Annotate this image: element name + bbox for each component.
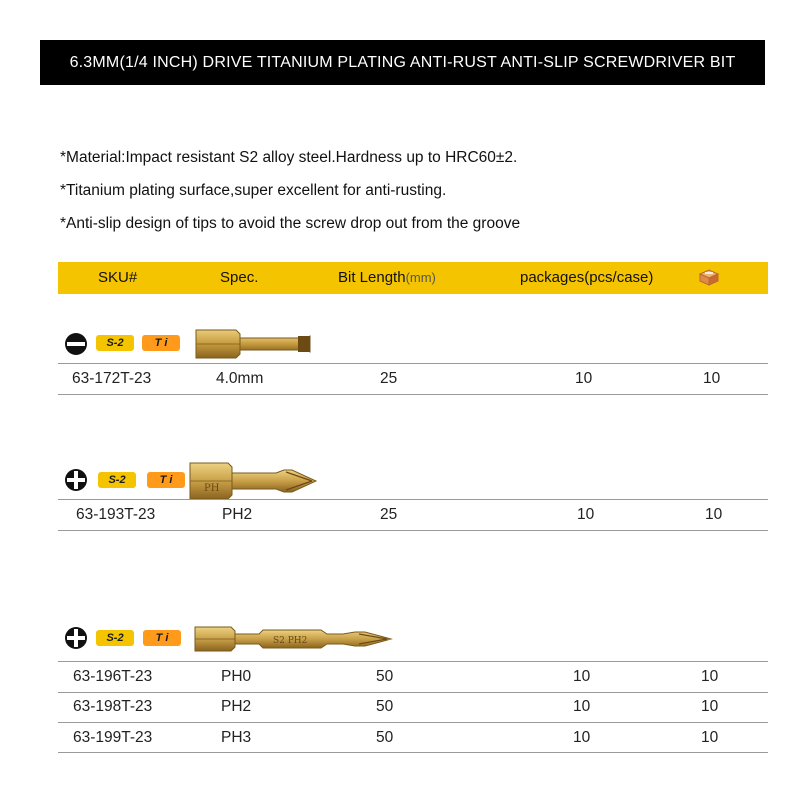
slotted-bit-image — [194, 326, 312, 362]
header-spec: Spec. — [220, 269, 259, 286]
cell-sku: 63-196T-23 — [73, 668, 153, 685]
cell-sku: 63-199T-23 — [73, 729, 153, 746]
cell-sku: 63-198T-23 — [73, 698, 153, 715]
cell-length: 25 — [380, 506, 398, 523]
row-rule — [58, 530, 768, 531]
cell-length: 25 — [380, 370, 398, 387]
row-rule — [58, 499, 768, 500]
cell-spec: PH2 — [222, 506, 253, 523]
cell-sku: 63-193T-23 — [76, 506, 156, 523]
bit-mark-ph: PH — [204, 483, 220, 494]
bit-mark-s2-ph2: S2 PH2 — [273, 636, 308, 646]
phillips-tip-icon — [64, 626, 88, 650]
header-packages: packages(pcs/case) — [520, 269, 654, 286]
cell-length: 50 — [376, 668, 394, 685]
cell-sku: 63-172T-23 — [72, 370, 152, 387]
header-bit-length-unit: (mm) — [405, 270, 436, 285]
cell-spec: PH3 — [221, 729, 252, 746]
cell-case: 10 — [701, 668, 719, 685]
row-rule — [58, 722, 768, 723]
cell-case: 10 — [703, 370, 721, 387]
long-phillips-bit-image — [193, 624, 393, 654]
header-bit-length-label: Bit Length — [338, 269, 406, 286]
cell-packages: 10 — [573, 698, 591, 715]
feature-anti-slip: *Anti-slip design of tips to avoid the screw drop out from the groove — [60, 215, 521, 232]
cell-packages: 10 — [573, 668, 591, 685]
ti-tag: T i — [147, 472, 185, 488]
cell-spec: PH0 — [221, 668, 252, 685]
cell-case: 10 — [701, 698, 719, 715]
box-icon — [698, 267, 720, 287]
phillips-bit-image — [188, 460, 318, 502]
header-bit-length — [338, 262, 436, 294]
s2-tag: S-2 — [96, 630, 134, 646]
s2-tag: S-2 — [96, 335, 134, 351]
ti-tag: T i — [142, 335, 180, 351]
cell-spec: 4.0mm — [216, 370, 264, 387]
cell-length: 50 — [376, 698, 394, 715]
s2-tag: S-2 — [98, 472, 136, 488]
cell-case: 10 — [705, 506, 723, 523]
feature-material: *Material:Impact resistant S2 alloy steel.Hardness up to HRC60±2. — [60, 149, 518, 166]
cell-packages: 10 — [573, 729, 591, 746]
row-rule — [58, 692, 768, 693]
cell-length: 50 — [376, 729, 394, 746]
row-rule — [58, 752, 768, 753]
phillips-tip-icon — [64, 468, 88, 492]
slotted-tip-icon — [64, 332, 88, 356]
row-rule — [58, 394, 768, 395]
feature-list — [60, 148, 760, 247]
cell-case: 10 — [701, 729, 719, 746]
row-rule — [58, 661, 768, 662]
row-rule — [58, 363, 768, 364]
feature-plating: *Titanium plating surface,super excellent for anti-rusting. — [60, 182, 447, 199]
ti-tag: T i — [143, 630, 181, 646]
page-title: 6.3MM(1/4 INCH) DRIVE TITANIUM PLATING ANTI-RUST ANTI-SLIP SCREWDRIVER BIT — [40, 40, 765, 85]
header-sku: SKU# — [98, 269, 138, 286]
cell-packages: 10 — [575, 370, 593, 387]
cell-spec: PH2 — [221, 698, 252, 715]
table-header — [58, 262, 768, 294]
cell-packages: 10 — [577, 506, 595, 523]
